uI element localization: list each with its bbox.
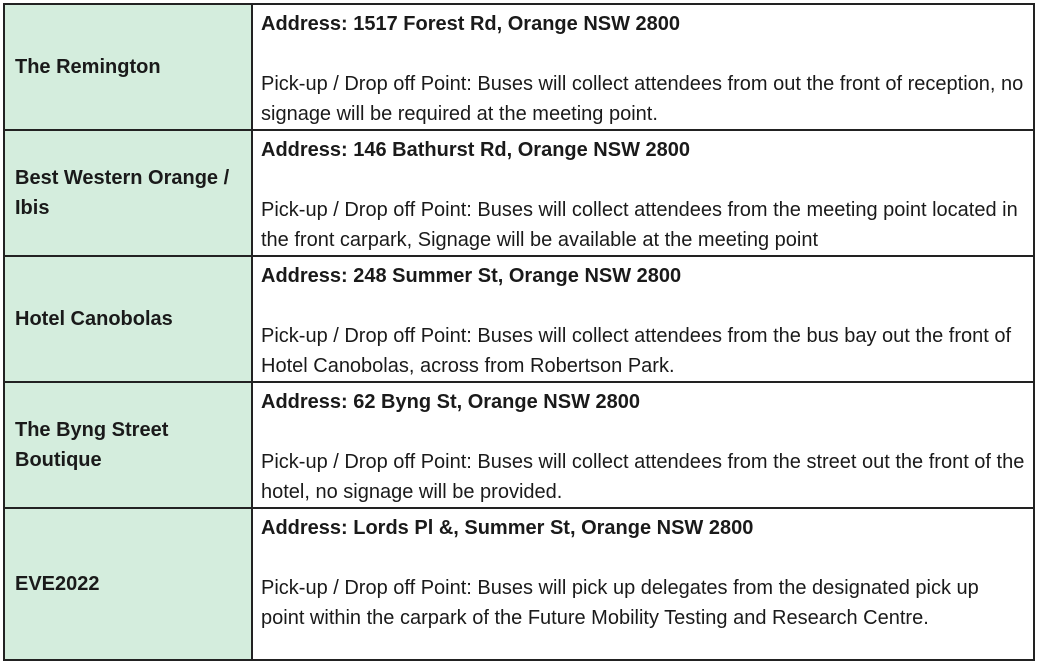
pickup-point-description: Pick-up / Drop off Point: Buses will collect attendees from the meeting point located in the front carpark, Signage will be available at the meeting point	[261, 199, 1018, 251]
venue-address: Address: 62 Byng St, Orange NSW 2800	[261, 391, 641, 413]
table-row	[4, 256, 1034, 382]
venue-details	[252, 130, 1034, 256]
table-row	[4, 382, 1034, 508]
pickup-locations-table	[3, 3, 1035, 661]
pickup-point-description: Pick-up / Drop off Point: Buses will collect attendees from the street out the front of the hotel, no signage will be provided.	[261, 451, 1025, 503]
venue-address: Address: 1517 Forest Rd, Orange NSW 2800	[261, 13, 681, 35]
venue-name: EVE2022	[4, 508, 252, 660]
venue-address: Address: 146 Bathurst Rd, Orange NSW 2800	[261, 139, 691, 161]
venue-details	[252, 508, 1034, 660]
venue-details	[252, 256, 1034, 382]
venue-details	[252, 382, 1034, 508]
venue-name: The Byng Street Boutique	[4, 382, 252, 508]
table-row	[4, 4, 1034, 130]
venue-address: Address: 248 Summer St, Orange NSW 2800	[261, 265, 682, 287]
venue-name: Best Western Orange / Ibis	[4, 130, 252, 256]
venue-details	[252, 4, 1034, 130]
table-row	[4, 130, 1034, 256]
pickup-point-description: Pick-up / Drop off Point: Buses will collect attendees from the bus bay out the front of Hotel Canobolas, across from Robertson Park.	[261, 325, 1012, 377]
venue-name: The Remington	[4, 4, 252, 130]
pickup-point-description: Pick-up / Drop off Point: Buses will pick up delegates from the designated pick up point within the carpark of the Future Mobility Testing and Research Centre.	[261, 577, 979, 629]
pickup-point-description: Pick-up / Drop off Point: Buses will collect attendees from out the front of reception, no signage will be required at the meeting point.	[261, 73, 1024, 125]
venue-name: Hotel Canobolas	[4, 256, 252, 382]
table-row	[4, 508, 1034, 660]
venue-address: Address: Lords Pl &, Summer St, Orange NSW 2800	[261, 517, 754, 539]
